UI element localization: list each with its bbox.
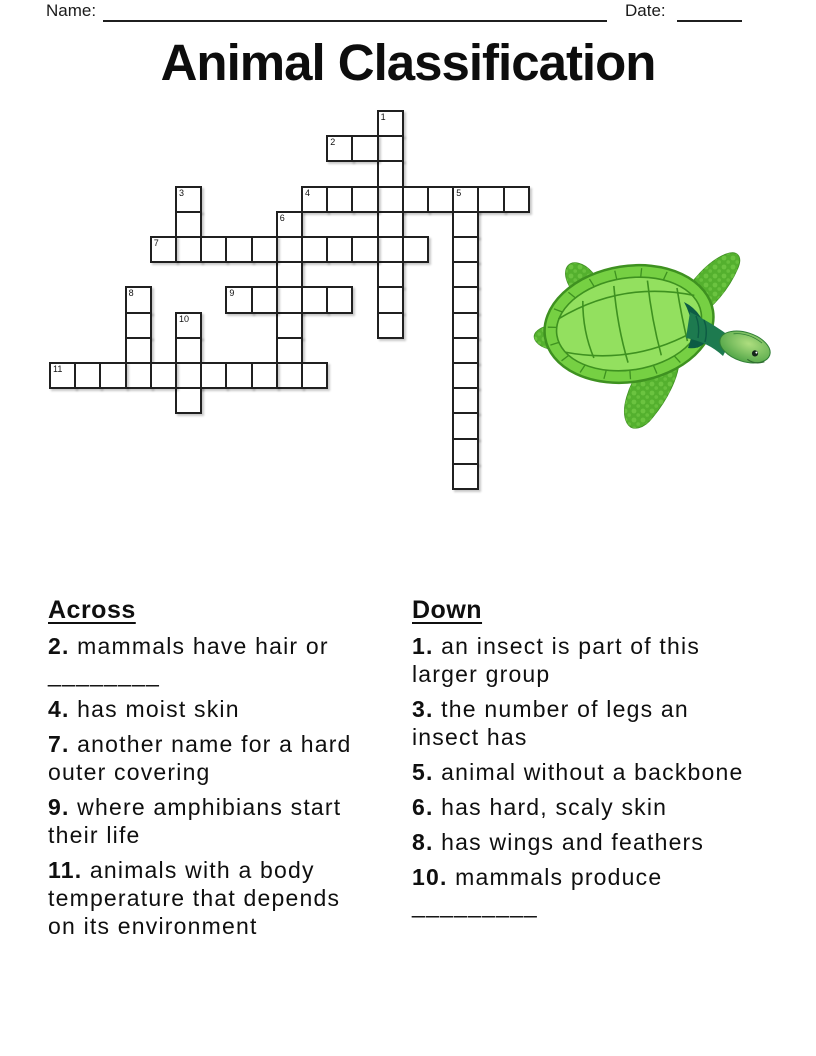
crossword-cell[interactable] — [377, 312, 404, 339]
crossword-cell[interactable] — [452, 438, 479, 465]
clue-item — [48, 793, 370, 849]
crossword-cell[interactable] — [150, 362, 177, 389]
crossword-cell[interactable] — [200, 236, 227, 263]
clue-text: mammals have hair or ________ — [48, 633, 329, 687]
clue-item — [48, 856, 370, 940]
crossword-cell[interactable] — [251, 286, 278, 313]
crossword-cell[interactable] — [351, 236, 378, 263]
clue-number: 3. — [412, 696, 434, 722]
clue-number: 11. — [48, 857, 83, 883]
down-clues-section — [412, 596, 754, 926]
crossword-cell[interactable] — [377, 186, 404, 213]
crossword-cell[interactable] — [452, 412, 479, 439]
across-clues-section — [48, 596, 370, 947]
across-clues-list — [48, 632, 370, 940]
crossword-cell[interactable] — [503, 186, 530, 213]
clue-text: mammals produce _________ — [412, 864, 663, 918]
crossword-cell[interactable] — [175, 387, 202, 414]
clue-number: 1. — [412, 633, 434, 659]
crossword-cell[interactable] — [276, 211, 303, 238]
crossword-cell[interactable] — [377, 236, 404, 263]
cell-number: 2 — [330, 137, 336, 148]
crossword-cell[interactable] — [200, 362, 227, 389]
clue-text: has hard, scaly skin — [433, 794, 668, 820]
crossword-cell[interactable] — [351, 186, 378, 213]
crossword-cell[interactable] — [326, 286, 353, 313]
crossword-cell[interactable] — [276, 261, 303, 288]
cell-number: 5 — [456, 187, 462, 198]
name-field-line[interactable] — [103, 2, 607, 22]
crossword-cell[interactable] — [150, 236, 177, 263]
crossword-cell[interactable] — [377, 286, 404, 313]
crossword-cell[interactable] — [125, 286, 152, 313]
clue-number: 8. — [412, 829, 434, 855]
crossword-cell[interactable] — [452, 261, 479, 288]
crossword-cell[interactable] — [175, 337, 202, 364]
clue-text: an insect is part of this larger group — [412, 633, 701, 687]
down-clues-list — [412, 632, 754, 919]
clue-number: 6. — [412, 794, 434, 820]
clue-item — [412, 793, 754, 821]
crossword-cell[interactable] — [402, 236, 429, 263]
crossword-cell[interactable] — [276, 286, 303, 313]
name-label: Name: — [46, 1, 97, 20]
clue-text: animal without a backbone — [433, 759, 744, 785]
clue-text: where amphibians start their life — [48, 794, 342, 848]
clue-number: 7. — [48, 731, 70, 757]
crossword-cell[interactable] — [301, 362, 328, 389]
down-heading: Down — [412, 596, 483, 624]
crossword-cell[interactable] — [427, 186, 454, 213]
clue-number: 5. — [412, 759, 434, 785]
crossword-cell[interactable] — [175, 362, 202, 389]
crossword-cell[interactable] — [452, 362, 479, 389]
crossword-cell[interactable] — [326, 186, 353, 213]
crossword-cell[interactable] — [326, 135, 353, 162]
clue-text: the number of legs an insect has — [412, 696, 689, 750]
crossword-cell[interactable] — [452, 312, 479, 339]
crossword-cell[interactable] — [225, 286, 252, 313]
clue-item — [48, 695, 370, 723]
crossword-cell[interactable] — [125, 312, 152, 339]
cell-number: 10 — [179, 313, 190, 324]
cell-number: 4 — [305, 187, 311, 198]
clue-item — [412, 863, 754, 919]
clue-number: 4. — [48, 696, 70, 722]
clue-item — [412, 695, 754, 751]
crossword-cell[interactable] — [125, 362, 152, 389]
sea-turtle-image — [532, 246, 776, 442]
crossword-cell[interactable] — [276, 337, 303, 364]
date-field-line[interactable] — [677, 2, 742, 22]
crossword-cell[interactable] — [74, 362, 101, 389]
crossword-cell[interactable] — [452, 211, 479, 238]
crossword-cell[interactable] — [125, 337, 152, 364]
crossword-cell[interactable] — [377, 160, 404, 187]
clue-item — [412, 828, 754, 856]
crossword-cell[interactable] — [175, 186, 202, 213]
crossword-cell[interactable] — [402, 186, 429, 213]
crossword-cell[interactable] — [251, 236, 278, 263]
crossword-cell[interactable] — [251, 362, 278, 389]
clue-item — [48, 730, 370, 786]
crossword-cell[interactable] — [452, 387, 479, 414]
cell-number: 11 — [53, 364, 63, 374]
cell-number: 6 — [279, 212, 285, 223]
clue-item — [48, 632, 370, 688]
crossword-cell[interactable] — [351, 135, 378, 162]
crossword-cell[interactable] — [452, 463, 479, 490]
crossword-cell[interactable] — [301, 186, 328, 213]
crossword-cell[interactable] — [377, 211, 404, 238]
cell-number: 3 — [179, 187, 185, 198]
clue-text: has wings and feathers — [433, 829, 705, 855]
crossword-cell[interactable] — [477, 186, 504, 213]
across-heading: Across — [48, 596, 136, 624]
clue-item — [412, 758, 754, 786]
crossword-cell[interactable] — [301, 286, 328, 313]
crossword-cell[interactable] — [276, 362, 303, 389]
crossword-cell[interactable] — [452, 337, 479, 364]
crossword-cell[interactable] — [99, 362, 126, 389]
date-label: Date: — [625, 1, 666, 20]
crossword-cell[interactable] — [225, 362, 252, 389]
crossword-grid — [49, 110, 529, 489]
cell-number: 7 — [153, 238, 159, 248]
clue-number: 9. — [48, 794, 70, 820]
crossword-cell[interactable] — [326, 236, 353, 263]
crossword-cell[interactable] — [452, 186, 479, 213]
crossword-cell[interactable] — [377, 261, 404, 288]
crossword-cell[interactable] — [276, 312, 303, 339]
clue-text: animals with a body temperature that depends on its environment — [48, 857, 341, 939]
clue-text: has moist skin — [69, 696, 240, 722]
crossword-cell[interactable] — [225, 236, 252, 263]
cell-number: 9 — [229, 288, 235, 299]
clue-number: 10. — [412, 864, 448, 890]
clue-text: another name for a hard outer covering — [48, 731, 352, 785]
cell-number: 1 — [380, 112, 386, 122]
crossword-cell[interactable] — [175, 236, 202, 263]
crossword-cell[interactable] — [175, 211, 202, 238]
turtle-head — [716, 325, 774, 369]
clue-item — [412, 632, 754, 688]
clue-number: 2. — [48, 633, 70, 659]
page-title: Animal Classification — [160, 34, 656, 91]
crossword-cell[interactable] — [452, 236, 479, 263]
crossword-cell[interactable] — [276, 236, 303, 263]
crossword-cell[interactable] — [377, 110, 404, 137]
crossword-cell[interactable] — [175, 312, 202, 339]
crossword-cell[interactable] — [49, 362, 76, 389]
crossword-cell[interactable] — [452, 286, 479, 313]
cell-number: 8 — [128, 288, 134, 299]
crossword-cell[interactable] — [301, 236, 328, 263]
crossword-cell[interactable] — [377, 135, 404, 162]
